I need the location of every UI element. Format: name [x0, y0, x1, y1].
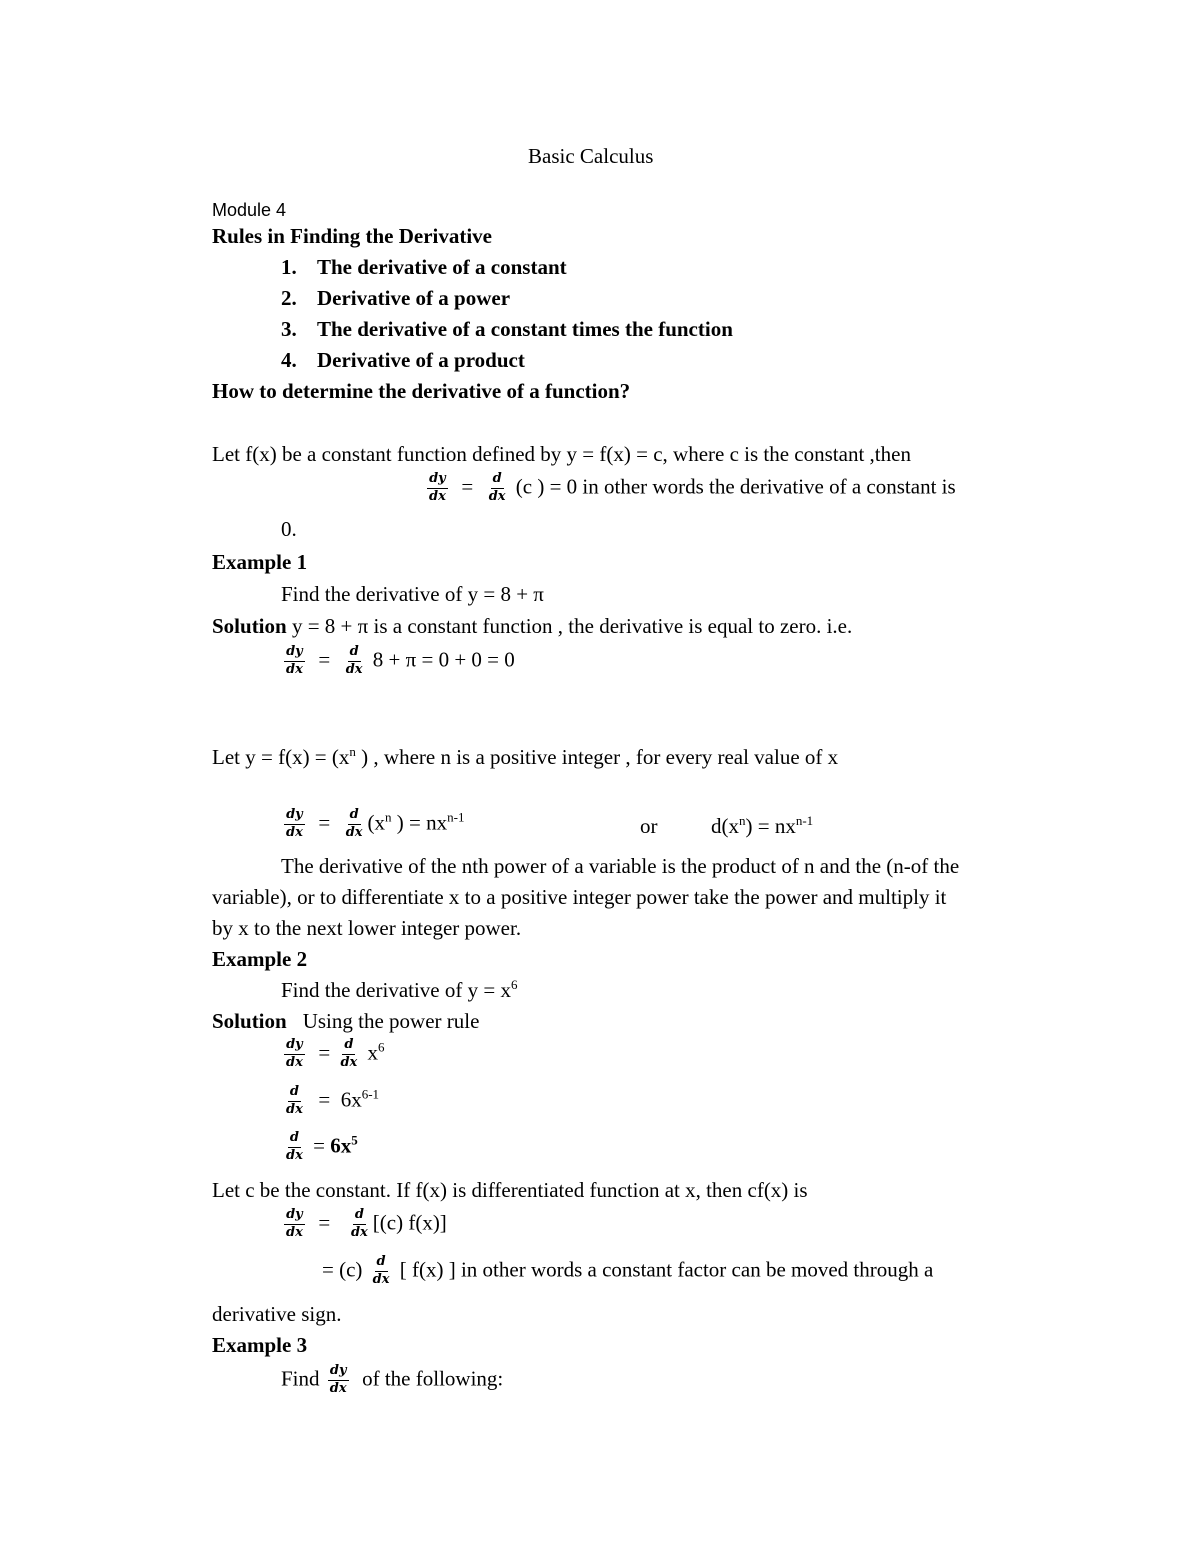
d-dx-fraction: $\frac{d}{dx}$ [372, 1254, 390, 1287]
rule-item [281, 286, 511, 310]
example-1-problem: Find the derivative of y = 8 + π [281, 582, 544, 606]
example-2-step: $\frac{dy}{dx}$ = $\frac{d}{dx}$ $x^6$ [286, 1037, 385, 1070]
d-dx-fraction: $\frac{d}{dx}$ [340, 1037, 358, 1070]
d-dx-fraction: $\frac{d}{dx}$ [488, 471, 506, 504]
constant-equation: $\frac{dy}{dx}$ = $\frac{d}{dx}$ (c ) = 0 in other words the derivative of a constant is [429, 471, 956, 504]
d-dx-fraction: $\frac{d}{dx}$ [286, 1084, 303, 1117]
example-3-label: Example 3 [212, 1333, 308, 1357]
constant-intro: Let f(x) be a constant function defined by y = f(x) = c, where c is the constant ,then [212, 442, 911, 466]
page-title: Basic Calculus [528, 144, 654, 168]
rule-number: 4. [281, 348, 297, 372]
solution-label: Solution [212, 614, 287, 638]
dy-dx-fraction: $\frac{dy}{dx}$ [286, 1037, 303, 1070]
example-1-equation-text: 8 + π = 0 + 0 = 0 [372, 647, 515, 672]
rule-text: Derivative of a power [317, 286, 511, 310]
power-explanation-line: variable), or to differentiate x to a positive integer power take the power and multiply it [212, 885, 947, 909]
example-2-step: $\frac{d}{dx}$ = $6x^5$ [286, 1130, 358, 1163]
solution-text: y = 8 + π is a constant function , the derivative is equal to zero. i.e. [286, 614, 853, 638]
module-label: Module 4 [212, 200, 287, 220]
example-2-label: Example 2 [212, 947, 308, 971]
d-dx-fraction: $\frac{d}{dx}$ [350, 1207, 368, 1240]
rule-item [281, 317, 733, 341]
power-explanation-line: The derivative of the nth power of a variable is the product of n and the (n-of the [281, 854, 960, 878]
solution-label: Solution [212, 1009, 287, 1033]
constant-multiple-intro: Let c be the constant. If f(x) is differentiated function at x, then cf(x) is [212, 1178, 808, 1202]
constant-equation-text: (c ) = 0 in other words the derivative of a constant is [515, 474, 956, 499]
power-equation: $\frac{dy}{dx}$ = $\frac{d}{dx}$ ($x^n$ ) = $nx^{n-1}$ [286, 807, 465, 840]
example-1-equation: $\frac{dy}{dx}$ = $\frac{d}{dx}$ 8 + π = 0 + 0 = 0 [286, 644, 515, 677]
example-2-solution [212, 1011, 479, 1032]
dy-dx-fraction: $\frac{dy}{dx}$ [286, 644, 303, 677]
constant-multiple-equation: $\frac{dy}{dx}$ = $\frac{d}{dx}$ [(c) f(x)] [286, 1207, 447, 1240]
example-3-instruction: Find $\frac{dy}{dx}$ of the following: [281, 1363, 504, 1396]
constant-equation-end: 0. [281, 517, 297, 541]
rule-item [281, 255, 567, 279]
rule-number: 2. [281, 286, 297, 310]
rule-item [281, 348, 525, 372]
example-1-solution [212, 616, 852, 637]
example-2-problem: Find the derivative of $y = x^6$ [281, 977, 518, 1002]
rules-heading: Rules in Finding the Derivative [212, 224, 493, 248]
d-dx-fraction: $\frac{d}{dx}$ [345, 644, 363, 677]
or-connector: or [640, 814, 658, 838]
question-heading: How to determine the derivative of a function? [212, 379, 631, 403]
rule-text: The derivative of a constant [317, 255, 567, 279]
power-explanation-line: by x to the next lower integer power. [212, 916, 522, 940]
dy-dx-fraction: $\frac{dy}{dx}$ [286, 807, 303, 840]
constant-multiple-equation-2: = (c) $\frac{d}{dx}$ [ f(x) ] in other words a constant factor can be moved through a [322, 1254, 934, 1287]
dy-dx-fraction: $\frac{dy}{dx}$ [429, 471, 446, 504]
solution-text: Using the power rule [302, 1009, 480, 1033]
power-intro: Let $y = f(x) = (x^n$ ) , where n is a positive integer , for every real value of x [212, 744, 839, 769]
d-dx-fraction: $\frac{d}{dx}$ [286, 1130, 303, 1163]
dy-dx-fraction: $\frac{dy}{dx}$ [286, 1207, 303, 1240]
example-1-label: Example 1 [212, 550, 308, 574]
example-2-step: $\frac{d}{dx}$ = $6x^{6-1}$ [286, 1084, 380, 1117]
power-alt-equation: $d(x^n) = nx^{n-1}$ [711, 813, 814, 838]
d-dx-fraction: $\frac{d}{dx}$ [345, 807, 363, 840]
rule-text: Derivative of a product [317, 348, 525, 372]
constant-multiple-end: derivative sign. [212, 1302, 342, 1326]
rule-number: 1. [281, 255, 297, 279]
rule-text: The derivative of a constant times the function [317, 317, 733, 341]
dy-dx-fraction: $\frac{dy}{dx}$ [329, 1363, 347, 1396]
rule-number: 3. [281, 317, 297, 341]
